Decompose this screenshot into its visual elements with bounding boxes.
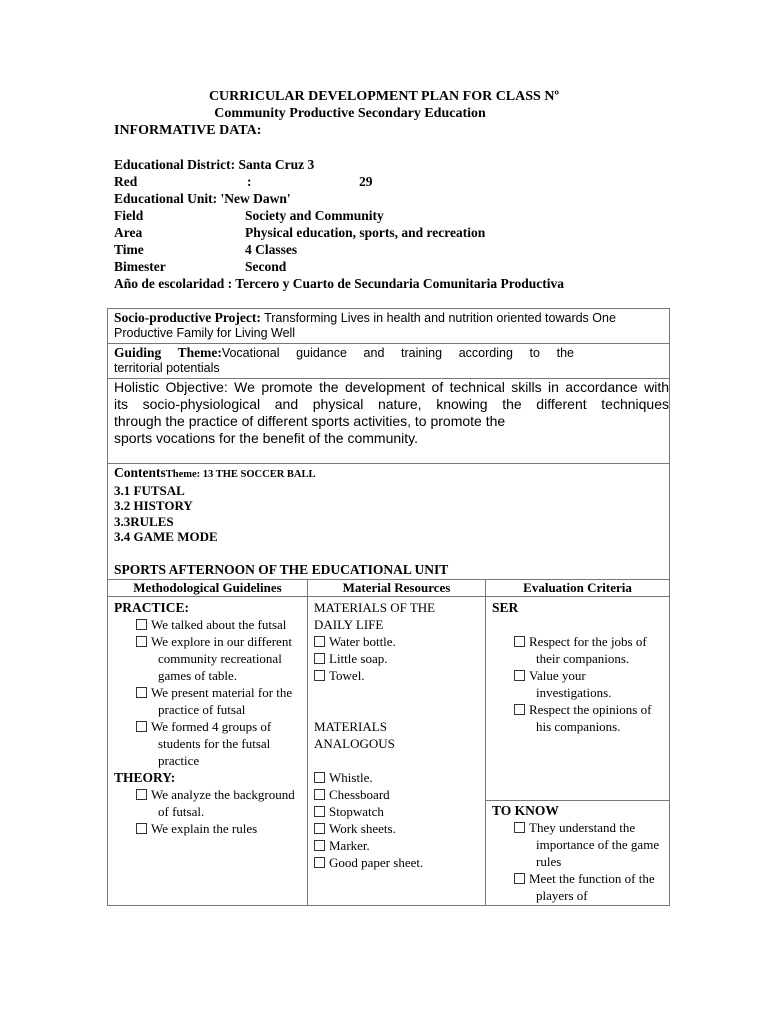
guiding-text-1: Vocational guidance and training according to the (221, 346, 574, 360)
content-item: 3.4 GAME MODE (114, 529, 218, 544)
time-value: 4 Classes (245, 242, 298, 257)
content-item: 3.1 FUTSAL (114, 482, 185, 498)
schooling-year: Año de escolaridad : Tercero y Cuarto de Secundaria Comunitaria Productiva (114, 276, 564, 291)
educational-district: Educational District: Santa Cruz 3 (114, 157, 315, 172)
ser-item: Respect the opinions of his companions. (492, 701, 663, 735)
col-header-methodological: Methodological Guidelines (108, 580, 308, 597)
checkbox-icon (514, 873, 525, 884)
checkbox-icon (514, 636, 525, 647)
time-line (114, 242, 614, 258)
know-item: They understand the importance of the game rules (492, 819, 663, 870)
col-header-evaluation: Evaluation Criteria (486, 580, 670, 597)
checkbox-icon (314, 636, 325, 647)
to-know-label: TO KNOW (492, 803, 559, 818)
checkbox-icon (136, 721, 147, 732)
checkbox-icon (314, 653, 325, 664)
practice-item: We talked about the futsal (114, 616, 301, 633)
guiding-text-2: territorial potentials (114, 361, 220, 375)
bimester-value: Second (245, 259, 287, 274)
know-item: Meet the function of the players of (492, 870, 663, 904)
checkbox-icon (314, 772, 325, 783)
area-line (114, 225, 614, 241)
checkbox-icon (514, 822, 525, 833)
practice-item: We formed 4 groups of students for the futsal practice (114, 718, 301, 769)
theory-label: THEORY: (114, 770, 176, 785)
checkbox-icon (136, 636, 147, 647)
holistic-objective-row (108, 379, 670, 464)
holistic-line-4: sports vocations for the benefit of the community. (114, 430, 419, 446)
area-label: Area (114, 225, 143, 240)
holistic-line-1: Holistic Objective: We promote the development of technical skills in accordance with (114, 379, 669, 395)
checkbox-icon (314, 789, 325, 800)
material-item: Work sheets. (314, 820, 479, 837)
field-label: Field (114, 208, 144, 223)
time-label: Time (114, 242, 144, 257)
ser-cell (486, 597, 670, 801)
document-title: CURRICULAR DEVELOPMENT PLAN FOR CLASS Nº (208, 89, 560, 104)
material-item: Marker. (314, 837, 479, 854)
theory-item: We analyze the background of futsal. (114, 786, 301, 820)
plan-table (107, 308, 670, 906)
red-colon: : (247, 174, 252, 189)
checkbox-icon (514, 670, 525, 681)
methodological-cell (108, 597, 308, 906)
project-text-2: Productive Family for Living Well (114, 326, 296, 340)
field-value: Society and Community (245, 208, 384, 223)
area-value: Physical education, sports, and recreation (245, 225, 486, 240)
bimester-label: Bimester (114, 259, 166, 274)
project-label: Socio-productive Project: (114, 310, 261, 325)
checkbox-icon (136, 687, 147, 698)
educational-unit: Educational Unit: 'New Dawn' (114, 191, 291, 206)
ser-label: SER (492, 600, 519, 615)
theory-item: We explain the rules (114, 820, 301, 837)
checkbox-icon (314, 806, 325, 817)
contents-row (108, 464, 670, 580)
material-item: Chessboard (314, 786, 479, 803)
material-item: Whistle. (314, 769, 479, 786)
material-item: Good paper sheet. (314, 854, 479, 871)
red-value: 29 (359, 174, 373, 189)
sports-afternoon: SPORTS AFTERNOON OF THE EDUCATIONAL UNIT (114, 561, 449, 577)
document-subtitle: Community Productive Secondary Education (214, 106, 486, 121)
checkbox-icon (314, 670, 325, 681)
material-resources-cell (308, 597, 486, 906)
project-text-1: Transforming Lives in health and nutrition oriented towards One (264, 311, 616, 325)
bimester-line (114, 259, 614, 275)
theme-label: Theme: 13 THE SOCCER BALL (165, 469, 316, 480)
material-item: Little soap. (314, 650, 479, 667)
material-item: Towel. (314, 667, 479, 684)
practice-label: PRACTICE: (114, 600, 190, 615)
red-label: Red (114, 174, 138, 189)
materials-analogous-heading: MATERIALS ANALOGOUS (314, 719, 395, 751)
project-row (108, 309, 670, 344)
checkbox-icon (314, 857, 325, 868)
checkbox-icon (314, 823, 325, 834)
checkbox-icon (514, 704, 525, 715)
ser-item: Value your investigations. (492, 667, 663, 701)
checkbox-icon (314, 840, 325, 851)
informative-data-heading: INFORMATIVE DATA: (114, 123, 262, 138)
checkbox-icon (136, 789, 147, 800)
to-know-cell (486, 801, 670, 906)
ser-item: Respect for the jobs of their companions. (492, 633, 663, 667)
practice-item: We explore in our different community recreational games of table. (114, 633, 301, 684)
contents-label: Contents (114, 465, 166, 480)
practice-item: We present material for the practice of futsal (114, 684, 301, 718)
checkbox-icon (136, 823, 147, 834)
red-line (114, 174, 514, 190)
content-item: 3.2 HISTORY (114, 498, 193, 513)
material-item: Water bottle. (314, 633, 479, 650)
field-line (114, 208, 614, 224)
content-item: 3.3RULES (114, 513, 174, 529)
checkbox-icon (136, 619, 147, 630)
holistic-line-3: through the practice of different sports activities, to promote the (114, 413, 506, 429)
guiding-theme-row (108, 344, 670, 379)
holistic-line-2: its socio-physiological and physical nature, knowing the different techniques (114, 396, 669, 412)
material-item: Stopwatch (314, 803, 479, 820)
materials-daily-heading: MATERIALS OF THE DAILY LIFE (314, 600, 436, 632)
guiding-label: Guiding Theme: (114, 345, 222, 360)
col-header-material: Material Resources (308, 580, 486, 597)
